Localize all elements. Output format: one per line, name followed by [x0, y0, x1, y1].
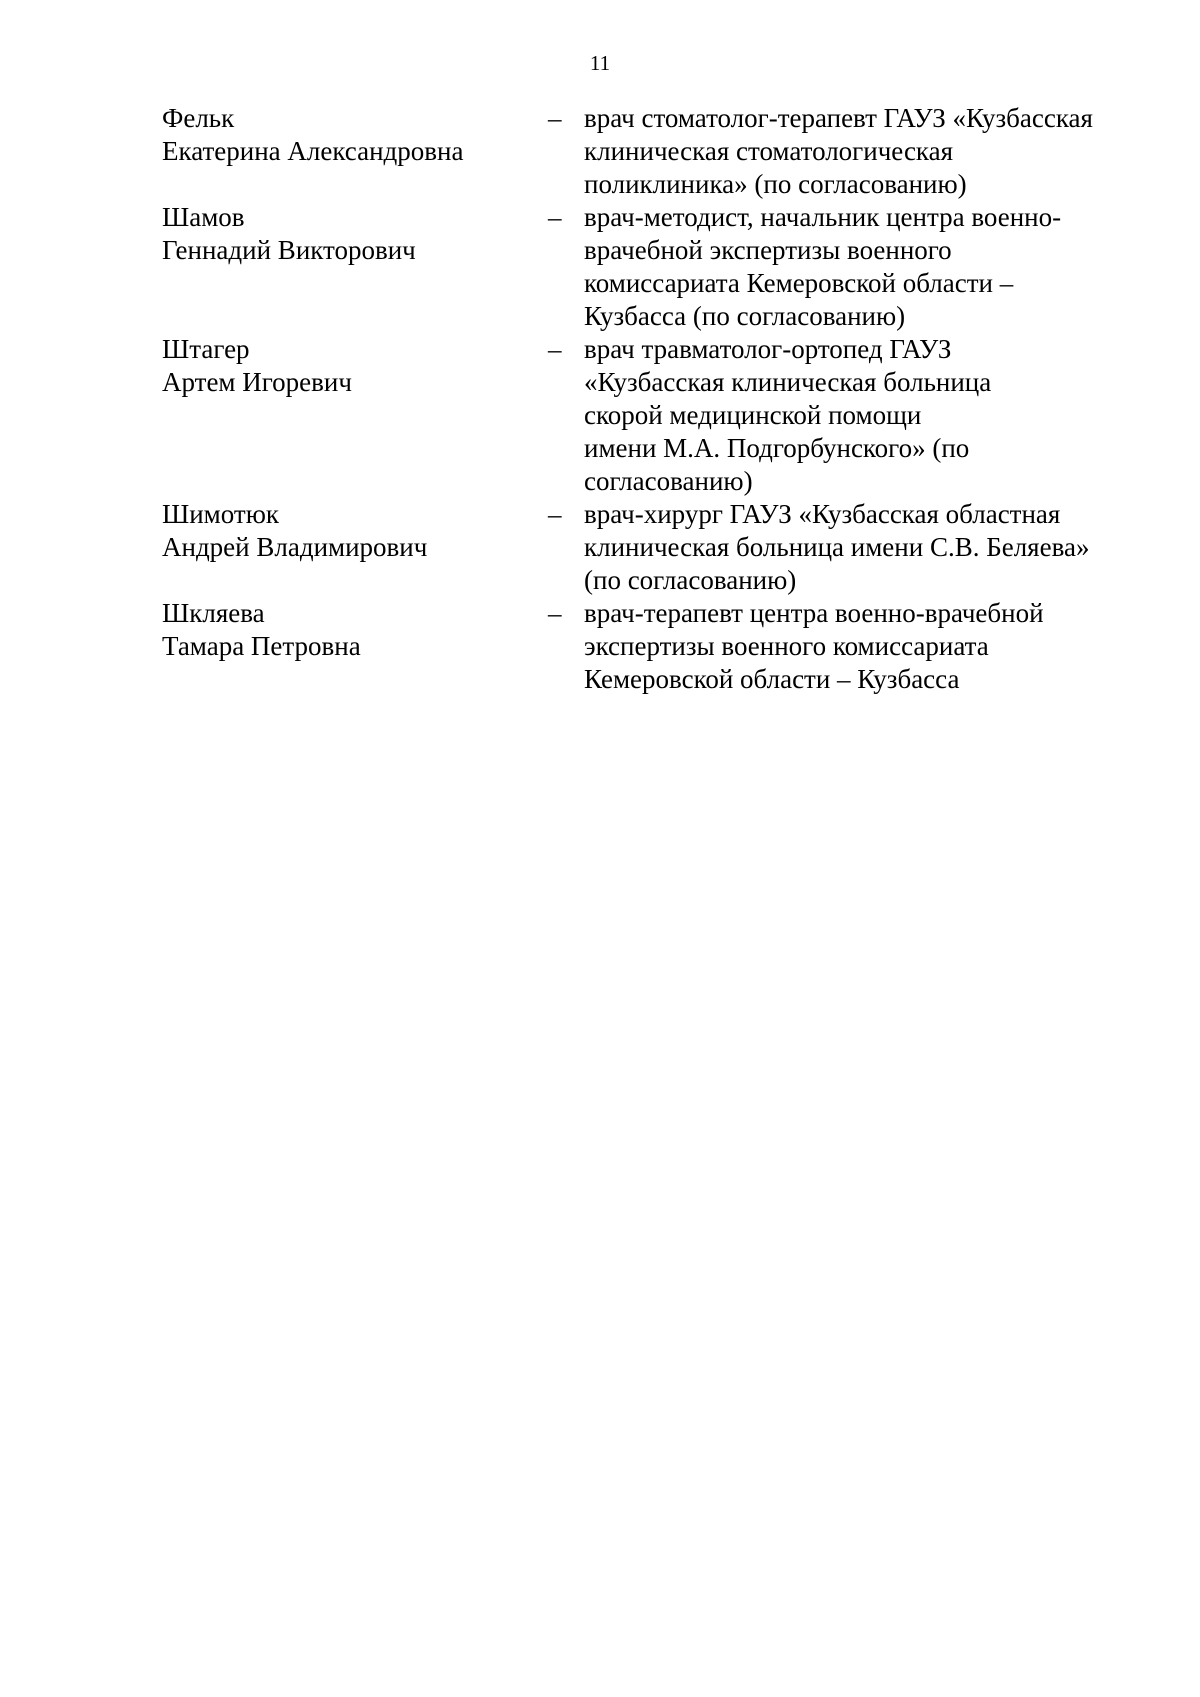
member-given-names: Андрей Владимирович [162, 532, 428, 562]
member-surname: Шкляева [162, 598, 265, 628]
position-line: согласованию) [584, 466, 753, 496]
member-position [584, 201, 1152, 333]
member-name [162, 201, 548, 333]
member-given-names: Геннадий Викторович [162, 235, 416, 265]
position-line: Кузбасса (по согласованию) [584, 301, 906, 331]
member-name [162, 498, 548, 597]
member-surname: Фельк [162, 103, 235, 133]
member-position [584, 333, 1152, 498]
page-number: 11 [589, 51, 611, 75]
member-surname: Шамов [162, 202, 245, 232]
position-line: врачебной экспертизы военного [584, 235, 952, 265]
member-name [162, 597, 548, 696]
position-line: «Кузбасская клиническая больница [584, 367, 992, 397]
position-line: поликлиника» (по согласованию) [584, 169, 967, 199]
position-line: врач-хирург ГАУЗ «Кузбасская областная [584, 499, 1061, 529]
separator-dash: – [548, 334, 562, 364]
position-line: экспертизы военного комиссариата [584, 631, 989, 661]
position-line: (по согласованию) [584, 565, 797, 595]
position-line: врач стоматолог-терапевт ГАУЗ «Кузбасская [584, 103, 1093, 133]
member-given-names: Тамара Петровна [162, 631, 361, 661]
member-given-names: Артем Игоревич [162, 367, 352, 397]
position-line: врач травматолог-ортопед ГАУЗ [584, 334, 952, 364]
roster-entry [162, 498, 1152, 597]
member-roster [162, 102, 1152, 696]
member-position [584, 102, 1152, 201]
member-name [162, 333, 548, 498]
member-name [162, 102, 548, 201]
position-line: врач-терапевт центра военно-врачебной [584, 598, 1044, 628]
member-position [584, 498, 1152, 597]
separator-dash: – [548, 202, 562, 232]
position-line: комиссариата Кемеровской области – [584, 268, 1014, 298]
roster-entry [162, 597, 1152, 696]
position-line: скорой медицинской помощи [584, 400, 922, 430]
position-line: клиническая стоматологическая [584, 136, 954, 166]
position-line: Кемеровской области – Кузбасса [584, 664, 960, 694]
roster-entry [162, 201, 1152, 333]
position-line: клиническая больница имени С.В. Беляева» [584, 532, 1090, 562]
member-surname: Штагер [162, 334, 250, 364]
roster-entry [162, 102, 1152, 201]
member-position [584, 597, 1152, 696]
member-surname: Шимотюк [162, 499, 280, 529]
roster-entry [162, 333, 1152, 498]
position-line: имени М.А. Подгорбунского» (по [584, 433, 970, 463]
member-given-names: Екатерина Александровна [162, 136, 464, 166]
separator-dash: – [548, 103, 562, 133]
separator-dash: – [548, 598, 562, 628]
separator-dash: – [548, 499, 562, 529]
position-line: врач-методист, начальник центра военно- [584, 202, 1062, 232]
